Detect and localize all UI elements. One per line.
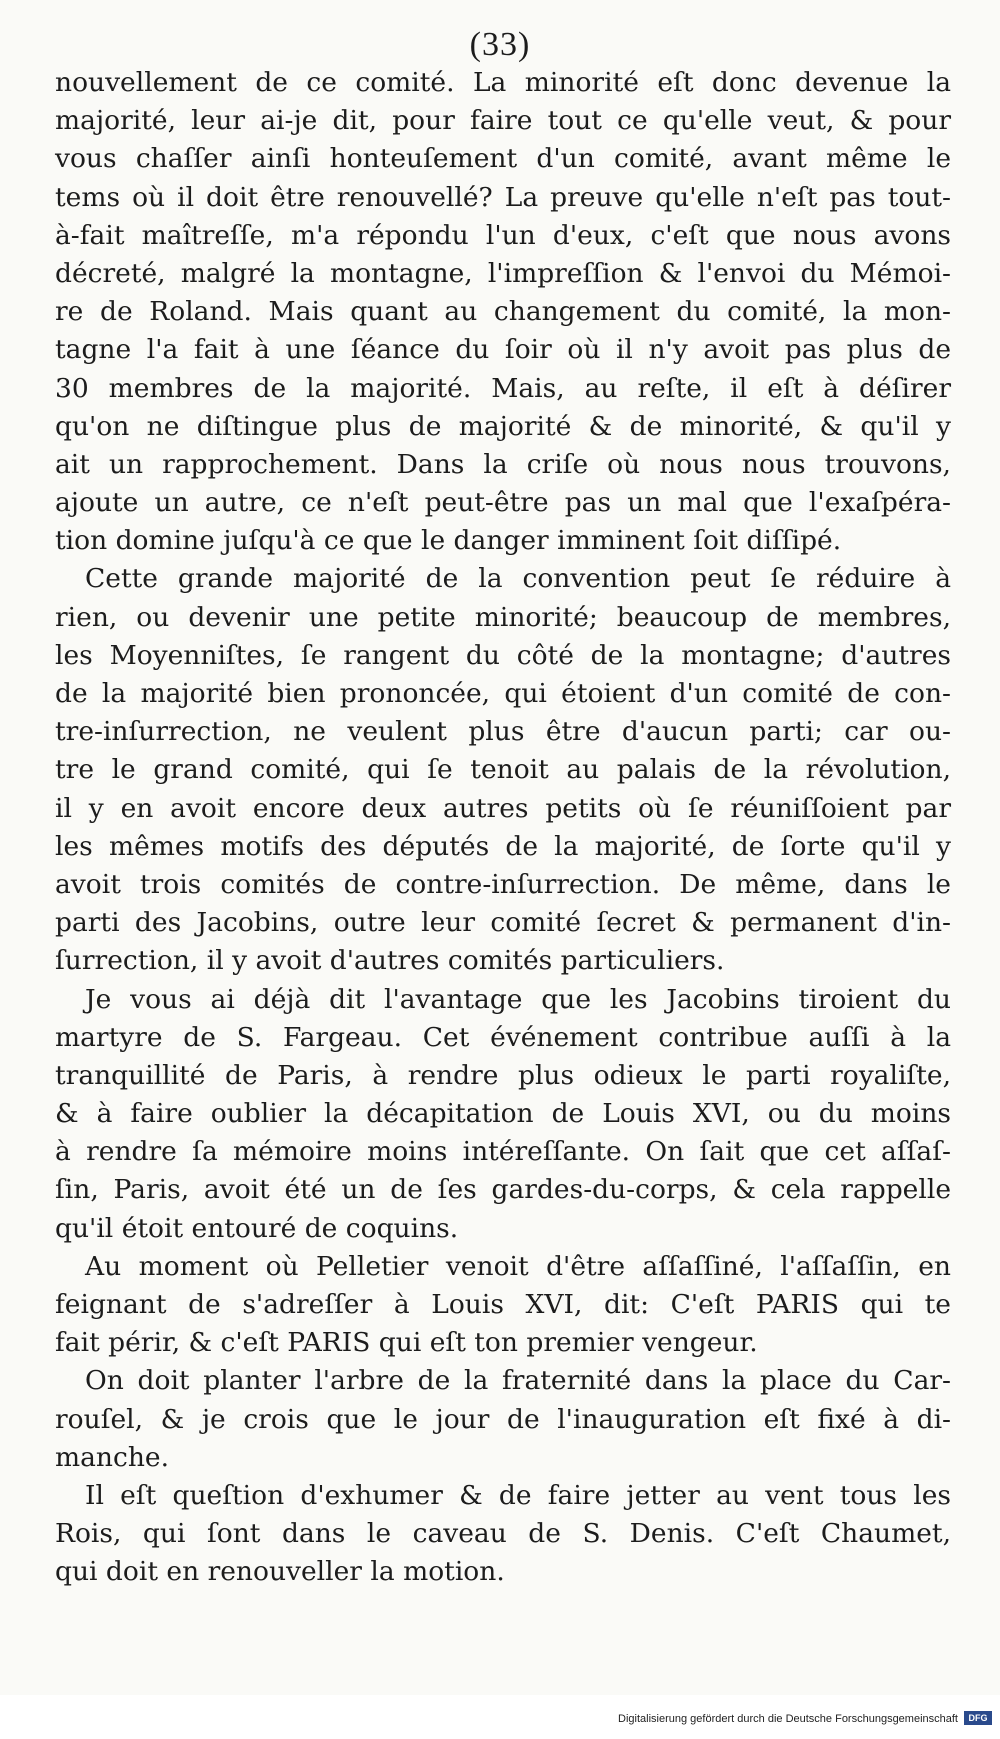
text-line: & à faire oublier la décapitation de Louis XVI, ou du moins bbox=[55, 1098, 951, 1130]
text-line: manche. bbox=[55, 1441, 170, 1473]
text-line: On doit planter l'arbre de la fraternité dans la place du Car- bbox=[85, 1365, 951, 1397]
text-line: qu'il étoit entouré de coquins. bbox=[55, 1212, 459, 1244]
text-line: tre-inſurrection, ne veulent plus être d'aucun parti; car ou- bbox=[55, 716, 951, 748]
text-line: à rendre ſa mémoire moins intéreſſante. On ſait que cet aſſaſ- bbox=[55, 1136, 951, 1168]
text-line: de la majorité bien prononcée, qui étoient d'un comité de con- bbox=[55, 678, 951, 709]
text-line: nouvellement de ce comité. La minorité eſt donc devenue la bbox=[55, 67, 951, 98]
digitization-credit: Digitalisierung gefördert durch die Deutsche Forschungsgemeinschaft bbox=[618, 1713, 958, 1725]
text-line: qu'on ne diſtingue plus de majorité & de minorité, & qu'il y bbox=[55, 410, 951, 442]
text-line: qui doit en renouveller la motion. bbox=[55, 1556, 505, 1588]
text-line: Il eſt queſtion d'exhumer & de faire jetter au vent tous les bbox=[85, 1479, 951, 1511]
text-line: les mêmes motifs des députés de la majorité, de ſorte qu'il y bbox=[55, 830, 951, 862]
text-line: 30 membres de la majorité. Mais, au reſte, il eſt à déſirer bbox=[55, 372, 951, 404]
text-line: martyre de S. Fargeau. Cet événement contribue auſſi à la bbox=[55, 1021, 951, 1053]
text-line: fait périr, & c'eſt PARIS qui eſt ton premier vengeur. bbox=[55, 1327, 758, 1359]
text-line: vous chaſſer ainſi honteuſement d'un comité, avant même le bbox=[55, 143, 951, 175]
text-line: tems où il doit être renouvellé? La preuve qu'elle n'eſt pas tout- bbox=[55, 181, 951, 213]
text-line: rien, ou devenir une petite minorité; beaucoup de membres, bbox=[55, 601, 951, 633]
text-line: ſin, Paris, avoit été un de ſes gardes-du-corps, & cela rappelle bbox=[55, 1174, 951, 1206]
footer-bar bbox=[0, 1695, 1000, 1739]
text-line: ſurrection, il y avoit d'autres comités particuliers. bbox=[55, 945, 725, 977]
text-line: ait un rapprochement. Dans la criſe où nous nous trouvons, bbox=[55, 448, 951, 480]
text-body bbox=[55, 64, 951, 1592]
text-line: tion domine juſqu'à ce que le danger imminent ſoit diſſipé. bbox=[55, 525, 842, 557]
text-line: tagne l'a fait à une ſéance du ſoir où il n'y avoit pas plus de bbox=[55, 334, 951, 366]
text-line: décreté, malgré la montagne, l'impreſſion & l'envoi du Mémoi- bbox=[55, 257, 951, 289]
text-line: feignant de s'adreſſer à Louis XVI, dit: C'eſt PARIS qui te bbox=[55, 1289, 951, 1320]
text-line: les Moyenniſtes, ſe rangent du côté de la montagne; d'autres bbox=[55, 639, 951, 671]
text-line: Je vous ai déjà dit l'avantage que les Jacobins tiroient du bbox=[85, 983, 951, 1015]
text-line: Au moment où Pelletier venoit d'être aſſaſſiné, l'aſſaſſin, en bbox=[85, 1250, 951, 1282]
text-line: ajoute un autre, ce n'eſt peut-être pas un mal que l'exaſpéra- bbox=[55, 487, 951, 519]
text-line: Rois, qui ſont dans le caveau de S. Denis. C'eſt Chaumet, bbox=[55, 1518, 951, 1550]
text-line: tre le grand comité, qui ſe tenoit au palais de la révolution, bbox=[55, 754, 951, 786]
text-line: tranquillité de Paris, à rendre plus odieux le parti royaliſte, bbox=[55, 1059, 951, 1091]
text-line: à-fait maîtreſſe, m'a répondu l'un d'eux, c'eſt que nous avons bbox=[55, 219, 951, 251]
text-line: avoit trois comités de contre-inſurrection. De même, dans le bbox=[55, 868, 951, 900]
text-line: re de Roland. Mais quant au changement du comité, la mon- bbox=[55, 296, 951, 328]
text-line: majorité, leur ai-je dit, pour faire tout ce qu'elle veut, & pour bbox=[55, 105, 951, 137]
page-number: (33) bbox=[469, 26, 531, 63]
text-line: parti des Jacobins, outre leur comité ſecret & permanent d'in- bbox=[55, 907, 951, 939]
text-line: Cette grande majorité de la convention peut ſe réduire à bbox=[85, 563, 951, 595]
text-line: il y en avoit encore deux autres petits où ſe réuniſſoient par bbox=[55, 792, 951, 824]
dfg-logo-icon: DFG bbox=[964, 1711, 992, 1725]
text-line: rouſel, & je crois que le jour de l'inauguration eſt fixé à di- bbox=[55, 1403, 951, 1435]
